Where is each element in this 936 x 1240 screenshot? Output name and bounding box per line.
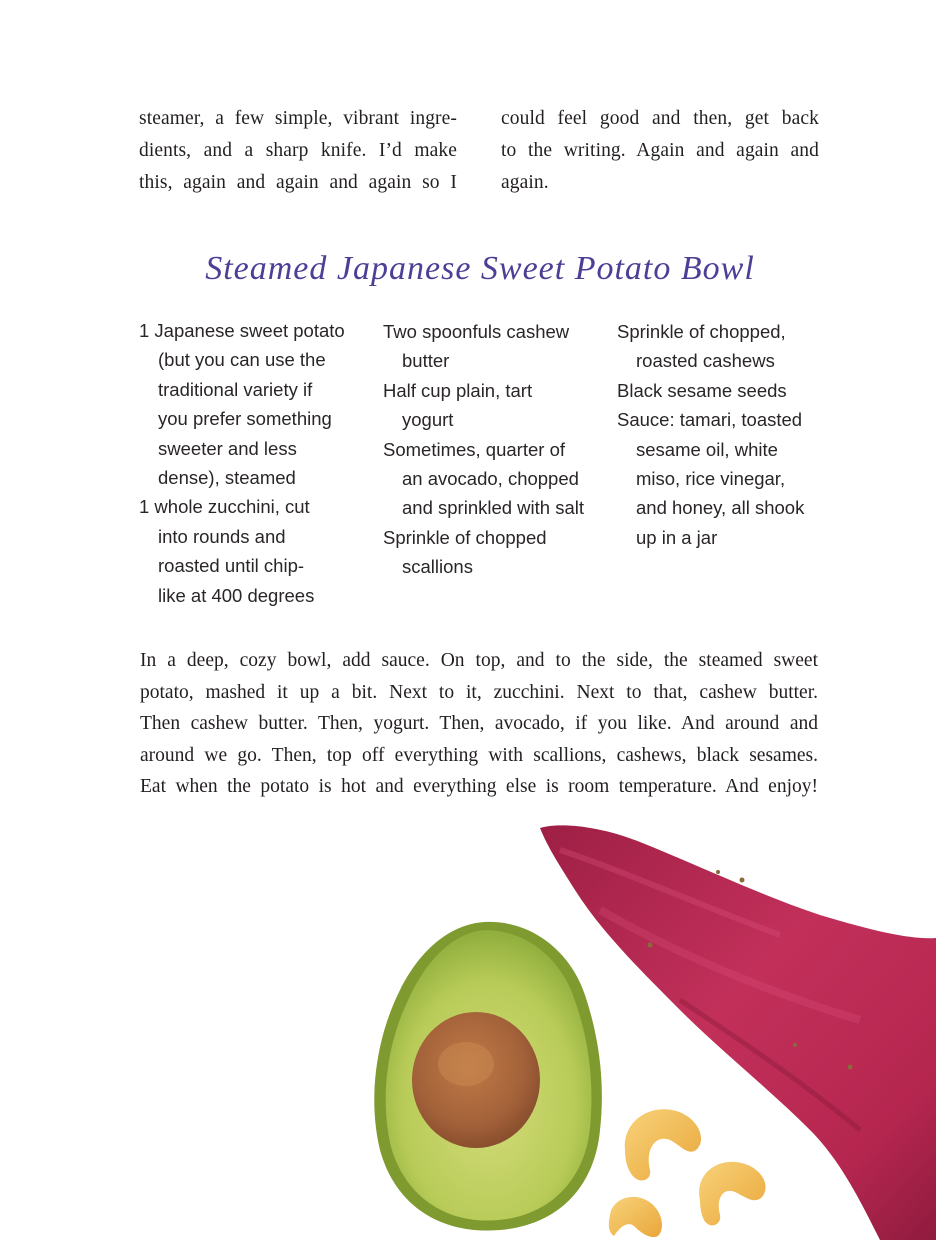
ingredient-line: sesame oil, white [636,438,778,460]
method-line: Then cashew butter. Then, yogurt. Then, avocado, if you like. And around and [140,713,818,734]
ingredient-line: dense), steamed [158,467,296,489]
intro-text-right-column [501,103,819,199]
ingredient-line: Sprinkle of chopped, [617,321,786,342]
ingredient-line: yogurt [402,409,454,431]
ingredient-line: and honey, all shook [636,497,805,519]
ingredient-line: an avocado, chopped [402,468,579,490]
ingredient-line: into rounds and [158,525,286,547]
ingredient-line: 1 Japanese sweet potato [139,320,345,341]
intro-line: to the writing. Again and again and [501,140,819,161]
intro-text-left-column [139,103,457,199]
ingredient-line: up in a jar [636,526,718,548]
ingredient-item [139,316,369,492]
method-line: In a deep, cozy bowl, add sauce. On top, and to the side, the steamed sweet [140,650,818,671]
method-line: potato, mashed it up a bit. Next to it, zucchini. Next to that, cashew butter. [140,681,818,703]
ingredients-column-2 [383,317,613,582]
ingredient-line: miso, rice vinegar, [636,468,786,490]
intro-line: dients, and a sharp knife. I’d make [139,140,457,161]
sweet-potato-illustration [540,825,936,1240]
ingredient-line: Two spoonfuls cashew [383,321,570,342]
ingredient-line: roasted cashews [636,350,775,372]
intro-line: this, again and again and again so I [139,172,457,193]
recipe-title: Steamed Japanese Sweet Potato Bowl [205,250,755,287]
intro-line: again. [501,172,549,193]
cashew-illustration [609,1109,766,1237]
ingredient-item [617,317,847,376]
ingredient-line: scallions [402,556,473,578]
method-line: Eat when the potato is hot and everything else is room temperature. And enjoy! [140,776,818,797]
ingredient-line: Half cup plain, tart [383,379,533,401]
ingredient-line: traditional variety if [158,378,313,400]
ingredient-line: Sometimes, quarter of [383,438,565,460]
ingredient-line: 1 whole zucchini, cut [139,496,310,518]
ingredient-item [383,376,613,435]
ingredients-column-1 [139,316,369,610]
ingredient-item [617,376,847,405]
ingredient-line: Sauce: tamari, toasted [617,409,803,431]
ingredient-line: Sprinkle of chopped [383,526,547,548]
ingredient-line: you prefer something [158,408,332,430]
ingredient-item [139,492,369,610]
ingredient-item [617,405,847,552]
ingredients-column-3 [617,317,847,552]
ingredient-line: roasted until chip- [158,555,305,577]
ingredient-line: and sprinkled with salt [402,497,585,519]
intro-line: steamer, a few simple, vibrant ingre- [139,108,457,129]
ingredient-item [383,523,613,582]
ingredient-line: (but you can use the [158,349,326,371]
ingredient-item [383,435,613,523]
ingredient-line: sweeter and less [158,437,297,459]
ingredient-item [383,317,613,376]
ingredient-line: butter [402,350,450,372]
method-line: around we go. Then, top off everything with scallions, cashews, black sesames. [140,744,818,766]
intro-line: could feel good and then, get back [501,108,819,129]
ingredient-line: Black sesame seeds [617,379,787,401]
avocado-half-illustration [374,922,602,1231]
method-paragraph [140,645,818,803]
ingredient-line: like at 400 degrees [158,584,315,606]
